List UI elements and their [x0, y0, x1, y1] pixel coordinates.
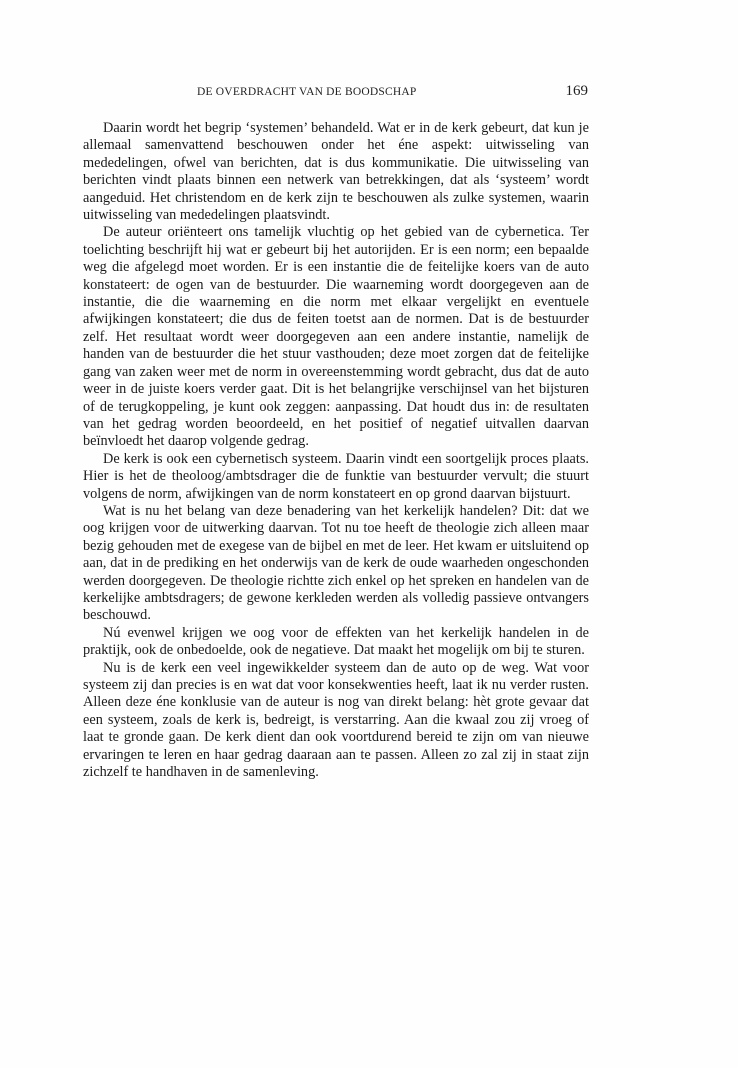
paragraph-1: Daarin wordt het begrip ‘systemen’ behandeld. Wat er in de kerk gebeurt, dat kun je allemaal samenvattend beschouwen onder het éne aspekt: uitwisseling van mededelingen, ofwel van berichten, dat is dus kommunikatie. Die uitwisseling van berichten vindt plaats binnen een netwerk van betrekkingen, dat als ‘systeem’ wordt aangeduid. Het christendom en de kerk zijn te beschouwen als zulke systemen, waarin uitwisseling van mededelingen plaatsvindt. — [83, 120, 589, 224]
body-text — [83, 120, 589, 781]
running-header: DE OVERDRACHT VAN DE BOODSCHAP — [197, 86, 417, 98]
paragraph-6: Nu is de kerk een veel ingewikkelder systeem dan de auto op de weg. Wat voor systeem zij dan precies is en wat dat voor konsekwenties heeft, laat ik nu verder rusten. Alleen deze éne konklusie van de auteur is nog van direkt belang: hèt grote gevaar dat een systeem, zoals de kerk is, bedreigt, is verstarring. Aan die kwaal zou zij vroeg of laat te gronde gaan. De kerk dient dan ook voortdurend bereid te zijn om van nieuwe ervaringen te leren en haar gedrag daaraan aan te passen. Alleen zo zal zij in staat zijn zichzelf te handhaven in de samenleving. — [83, 659, 589, 781]
paragraph-5: Nú evenwel krijgen we oog voor de effekten van het kerkelijk handelen in de praktijk, ook de onbedoelde, ook de negatieve. Dat maakt het mogelijk om bij te sturen. — [83, 624, 589, 659]
paragraph-2: De auteur oriënteert ons tamelijk vluchtig op het gebied van de cybernetica. Ter toelichting beschrijft hij wat er gebeurt bij het autorijden. Er is een norm; een bepaalde weg die afgelegd moet worden. Er is een instantie die de feitelijke koers van de auto konstateert: de ogen van de bestuurder. Die waarneming wordt doorgegeven aan de instantie, die die waarneming en die norm met elkaar vergelijkt en eventuele afwijkingen konstateert; die dus de feiten toetst aan de normen. Dat is de bestuurder zelf. Het resultaat wordt weer doorgegeven aan een andere instantie, namelijk de handen van de bestuurder die het stuur vasthouden; deze moet zorgen dat de feitelijke gang van zaken weer met de norm in overeenstemming wordt gebracht, dus dat de auto weer in de juiste koers verder gaat. Dit is het belangrijke verschijnsel van het bijsturen of de terugkoppeling, je kunt ook zeggen: aanpassing. Dat houdt dus in: de resultaten van het gedrag worden beoordeeld, en het positief of negatief uitvallen daarvan beïnvloedt het daarop volgende gedrag. — [83, 224, 589, 450]
paragraph-3: De kerk is ook een cybernetisch systeem. Daarin vindt een soortgelijk proces plaats. Hier is het de theoloog/ambtsdrager die de funktie van bestuurder vervult; die stuurt volgens de norm, afwijkingen van de norm konstateert en op grond daarvan bijstuurt. — [83, 450, 589, 502]
page-number: 169 — [565, 83, 588, 99]
paragraph-4: Wat is nu het belang van deze benadering van het kerkelijk handelen? Dit: dat we oog krijgen voor de uitwerking daarvan. Tot nu toe heeft de theologie zich alleen maar bezig gehouden met de exegese van de bijbel en met de leer. Het kwam er uitsluitend op aan, dat in de prediking en het onderwijs van de kerk de oude waarheden ongeschonden werden doorgegeven. De theologie richtte zich enkel op het spreken en handelen van de kerkelijke ambtsdragers; de gewone kerkleden werden als volledig passieve ontvangers beschouwd. — [83, 502, 589, 624]
